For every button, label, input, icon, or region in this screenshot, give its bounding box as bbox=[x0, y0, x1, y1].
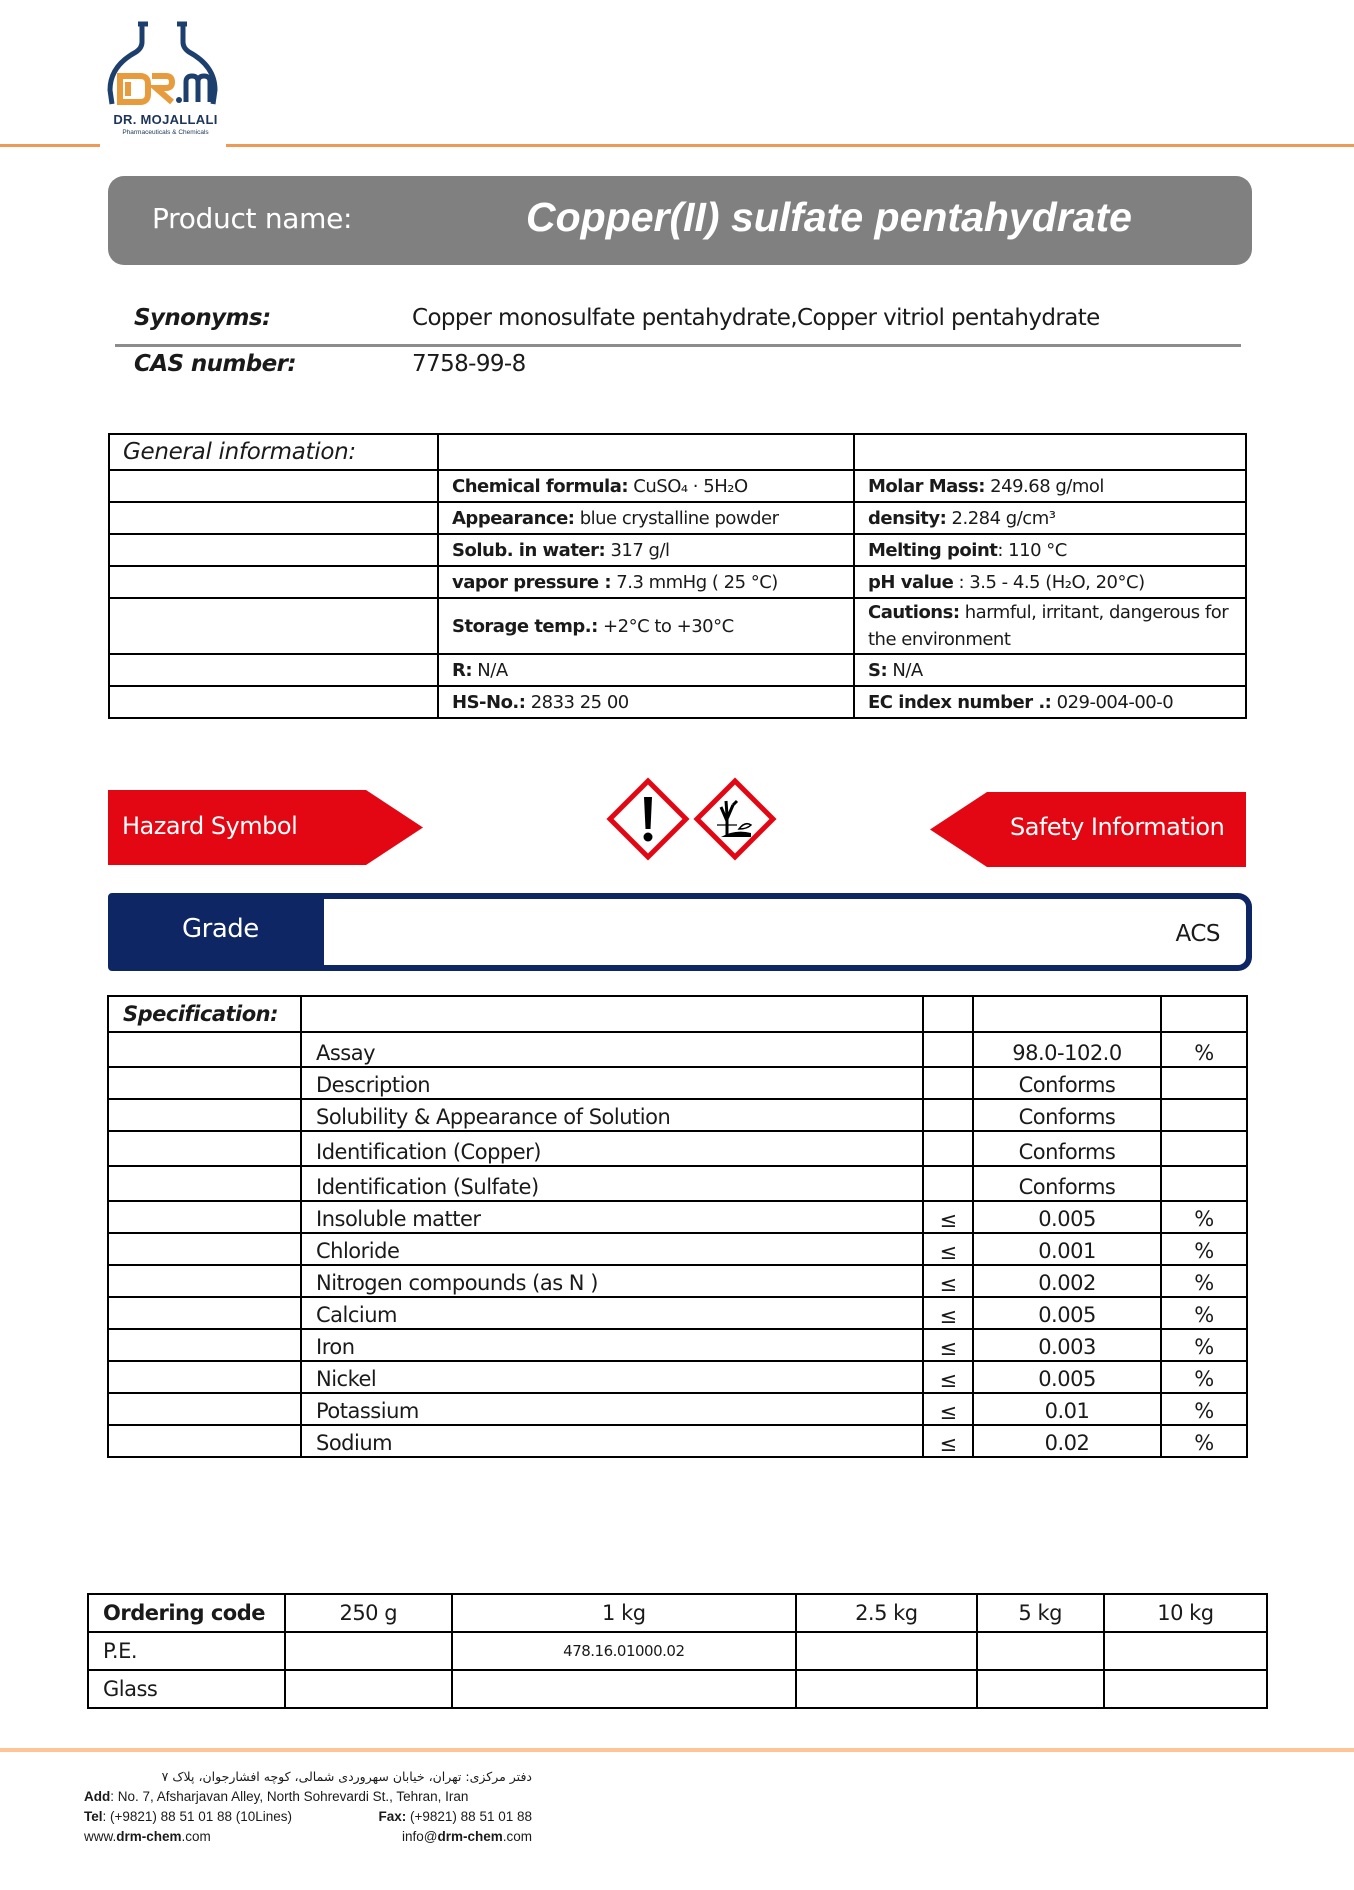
table-header-row bbox=[109, 434, 1246, 470]
table-row bbox=[109, 534, 1246, 566]
spec-operator: ≤ bbox=[923, 1297, 973, 1329]
spec-value: 0.005 bbox=[973, 1297, 1161, 1329]
ordering-code-table bbox=[87, 1593, 1268, 1709]
order-code: 478.16.01000.02 bbox=[452, 1632, 797, 1670]
table-row bbox=[108, 1361, 1247, 1393]
spec-operator bbox=[923, 1099, 973, 1131]
table-row bbox=[109, 566, 1246, 598]
spec-value: Conforms bbox=[973, 1166, 1161, 1201]
size-header: 250 g bbox=[285, 1594, 452, 1632]
table-row bbox=[88, 1670, 1267, 1708]
appearance-cell: Appearance: blue crystalline powder bbox=[438, 502, 854, 534]
spec-name: Iron bbox=[301, 1329, 923, 1361]
table-header-row bbox=[88, 1594, 1267, 1632]
product-name-label: Product name: bbox=[152, 202, 353, 235]
spec-value: 0.005 bbox=[973, 1201, 1161, 1233]
chemical-formula-cell: Chemical formula: CuSO₄ · 5H₂O bbox=[438, 470, 854, 502]
table-row bbox=[108, 1297, 1247, 1329]
spec-unit: % bbox=[1161, 1361, 1247, 1393]
header-divider-left bbox=[0, 144, 100, 147]
spec-unit bbox=[1161, 1166, 1247, 1201]
spec-value: 0.002 bbox=[973, 1265, 1161, 1297]
table-row bbox=[108, 1425, 1247, 1457]
ph-value-cell: pH value : 3.5 - 4.5 (H₂O, 20°C) bbox=[854, 566, 1246, 598]
ordering-code-header: Ordering code bbox=[88, 1594, 285, 1632]
spec-operator: ≤ bbox=[923, 1265, 973, 1297]
spec-value: 98.0-102.0 bbox=[973, 1032, 1161, 1067]
spec-value: 0.02 bbox=[973, 1425, 1161, 1457]
spec-name: Description bbox=[301, 1067, 923, 1099]
footer-contact bbox=[84, 1767, 534, 1847]
spec-unit: % bbox=[1161, 1393, 1247, 1425]
spec-operator: ≤ bbox=[923, 1201, 973, 1233]
r-phrases-cell: R: N/A bbox=[438, 654, 854, 686]
specification-title: Specification: bbox=[108, 996, 301, 1032]
size-header: 10 kg bbox=[1104, 1594, 1267, 1632]
order-code bbox=[977, 1632, 1104, 1670]
spec-unit: % bbox=[1161, 1265, 1247, 1297]
spec-operator bbox=[923, 1032, 973, 1067]
order-code bbox=[452, 1670, 797, 1708]
table-row bbox=[108, 1201, 1247, 1233]
header-divider-right bbox=[226, 144, 1354, 147]
spec-operator: ≤ bbox=[923, 1425, 973, 1457]
cas-number-value: 7758-99-8 bbox=[412, 351, 526, 377]
spec-name: Nitrogen compounds (as N ) bbox=[301, 1265, 923, 1297]
size-header: 1 kg bbox=[452, 1594, 797, 1632]
spec-operator: ≤ bbox=[923, 1393, 973, 1425]
environment-hazard-icon bbox=[693, 777, 777, 861]
cas-number-label: CAS number: bbox=[134, 351, 296, 377]
spec-operator: ≤ bbox=[923, 1361, 973, 1393]
spec-value: Conforms bbox=[973, 1067, 1161, 1099]
spec-name: Potassium bbox=[301, 1393, 923, 1425]
hazard-symbol-banner bbox=[108, 790, 423, 865]
spec-name: Solubility & Appearance of Solution bbox=[301, 1099, 923, 1131]
size-header: 5 kg bbox=[977, 1594, 1104, 1632]
website-link[interactable]: www.drm-chem.com bbox=[84, 1829, 211, 1844]
hs-number-cell: HS-No.: 2833 25 00 bbox=[438, 686, 854, 718]
company-logo bbox=[100, 20, 225, 142]
spec-value: Conforms bbox=[973, 1099, 1161, 1131]
spec-name: Identification (Sulfate) bbox=[301, 1166, 923, 1201]
logo-subtitle: Pharmaceuticals & Chemicals bbox=[122, 129, 209, 136]
table-row bbox=[109, 686, 1246, 718]
spec-unit bbox=[1161, 1067, 1247, 1099]
table-row bbox=[108, 1032, 1247, 1067]
order-code bbox=[285, 1632, 452, 1670]
spec-name: Identification (Copper) bbox=[301, 1131, 923, 1166]
grade-label: Grade bbox=[182, 914, 259, 944]
order-code bbox=[977, 1670, 1104, 1708]
table-row bbox=[108, 1393, 1247, 1425]
grade-value: ACS bbox=[1175, 921, 1220, 947]
table-row bbox=[109, 598, 1246, 654]
spec-operator: ≤ bbox=[923, 1233, 973, 1265]
hazard-symbol-label: Hazard Symbol bbox=[122, 812, 298, 840]
spec-name: Nickel bbox=[301, 1361, 923, 1393]
spec-value: 0.01 bbox=[973, 1393, 1161, 1425]
spec-unit: % bbox=[1161, 1425, 1247, 1457]
table-row bbox=[109, 654, 1246, 686]
table-row bbox=[109, 470, 1246, 502]
general-information-title: General information: bbox=[109, 434, 438, 470]
s-phrases-cell: S: N/A bbox=[854, 654, 1246, 686]
molar-mass-cell: Molar Mass: 249.68 g/mol bbox=[854, 470, 1246, 502]
spec-unit: % bbox=[1161, 1201, 1247, 1233]
synonyms-value: Copper monosulfate pentahydrate,Copper vitriol pentahydrate bbox=[412, 305, 1100, 331]
order-code bbox=[1104, 1632, 1267, 1670]
telephone: Tel: (+9821) 88 51 01 88 (10Lines) bbox=[84, 1809, 293, 1824]
spec-unit bbox=[1161, 1099, 1247, 1131]
spec-value: 0.001 bbox=[973, 1233, 1161, 1265]
safety-information-banner bbox=[930, 792, 1246, 867]
spec-unit: % bbox=[1161, 1233, 1247, 1265]
specification-table bbox=[107, 995, 1248, 1458]
table-row bbox=[108, 1233, 1247, 1265]
table-row bbox=[108, 1131, 1247, 1166]
table-row bbox=[88, 1632, 1267, 1670]
exclamation-mark-icon bbox=[606, 777, 690, 861]
address-persian: دفتر مرکزی: تهران، خیابان سهروردی شمالی، کوچه افشارجوان، پلاک ۷ bbox=[161, 1769, 532, 1784]
packaging-type: P.E. bbox=[88, 1632, 285, 1670]
order-code bbox=[796, 1632, 976, 1670]
spec-operator bbox=[923, 1067, 973, 1099]
grade-box bbox=[108, 893, 1252, 971]
solubility-cell: Solub. in water: 317 g/l bbox=[438, 534, 854, 566]
fax: Fax: (+9821) 88 51 01 88 bbox=[378, 1809, 532, 1824]
general-information-table bbox=[108, 433, 1247, 719]
spec-name: Assay bbox=[301, 1032, 923, 1067]
cautions-cell: Cautions: harmful, irritant, dangerous for the environment bbox=[854, 598, 1246, 654]
order-code bbox=[285, 1670, 452, 1708]
order-code bbox=[1104, 1670, 1267, 1708]
table-row bbox=[108, 1067, 1247, 1099]
spec-name: Calcium bbox=[301, 1297, 923, 1329]
spec-operator bbox=[923, 1166, 973, 1201]
table-row bbox=[108, 1265, 1247, 1297]
size-header: 2.5 kg bbox=[796, 1594, 976, 1632]
table-row bbox=[108, 1099, 1247, 1131]
spec-value: 0.003 bbox=[973, 1329, 1161, 1361]
logo-name: DR. MOJALLALI bbox=[113, 112, 218, 127]
address-english: Add: No. 7, Afsharjavan Alley, North Sohrevardi St., Tehran, Iran bbox=[84, 1789, 469, 1804]
phone-fax-row bbox=[84, 1807, 534, 1827]
table-row bbox=[108, 1166, 1247, 1201]
spec-value: 0.005 bbox=[973, 1361, 1161, 1393]
spec-operator: ≤ bbox=[923, 1329, 973, 1361]
product-name-value: Copper(II) sulfate pentahydrate bbox=[526, 194, 1132, 240]
footer-divider bbox=[0, 1748, 1354, 1752]
spec-name: Chloride bbox=[301, 1233, 923, 1265]
table-row bbox=[109, 502, 1246, 534]
flask-logo-icon bbox=[100, 20, 225, 112]
spec-name: Insoluble matter bbox=[301, 1201, 923, 1233]
product-name-bar bbox=[108, 176, 1252, 265]
spec-unit bbox=[1161, 1131, 1247, 1166]
spec-unit: % bbox=[1161, 1297, 1247, 1329]
synonyms-label: Synonyms: bbox=[134, 305, 271, 331]
table-header-row bbox=[108, 996, 1247, 1032]
safety-information-label: Safety Information bbox=[1010, 813, 1225, 841]
spec-operator bbox=[923, 1131, 973, 1166]
email-link[interactable]: info@drm-chem.com bbox=[401, 1829, 532, 1844]
spec-value: Conforms bbox=[973, 1131, 1161, 1166]
spec-unit: % bbox=[1161, 1329, 1247, 1361]
order-code bbox=[796, 1670, 976, 1708]
web-email-row bbox=[84, 1827, 534, 1847]
storage-temp-cell: Storage temp.: +2°C to +30°C bbox=[438, 598, 854, 654]
synonyms-divider bbox=[115, 344, 1241, 347]
spec-unit: % bbox=[1161, 1032, 1247, 1067]
table-row bbox=[108, 1329, 1247, 1361]
vapor-pressure-cell: vapor pressure : 7.3 mmHg ( 25 °C) bbox=[438, 566, 854, 598]
melting-point-cell: Melting point: 110 °C bbox=[854, 534, 1246, 566]
ec-index-cell: EC index number .: 029-004-00-0 bbox=[854, 686, 1246, 718]
packaging-type: Glass bbox=[88, 1670, 285, 1708]
spec-name: Sodium bbox=[301, 1425, 923, 1457]
density-cell: density: 2.284 g/cm³ bbox=[854, 502, 1246, 534]
